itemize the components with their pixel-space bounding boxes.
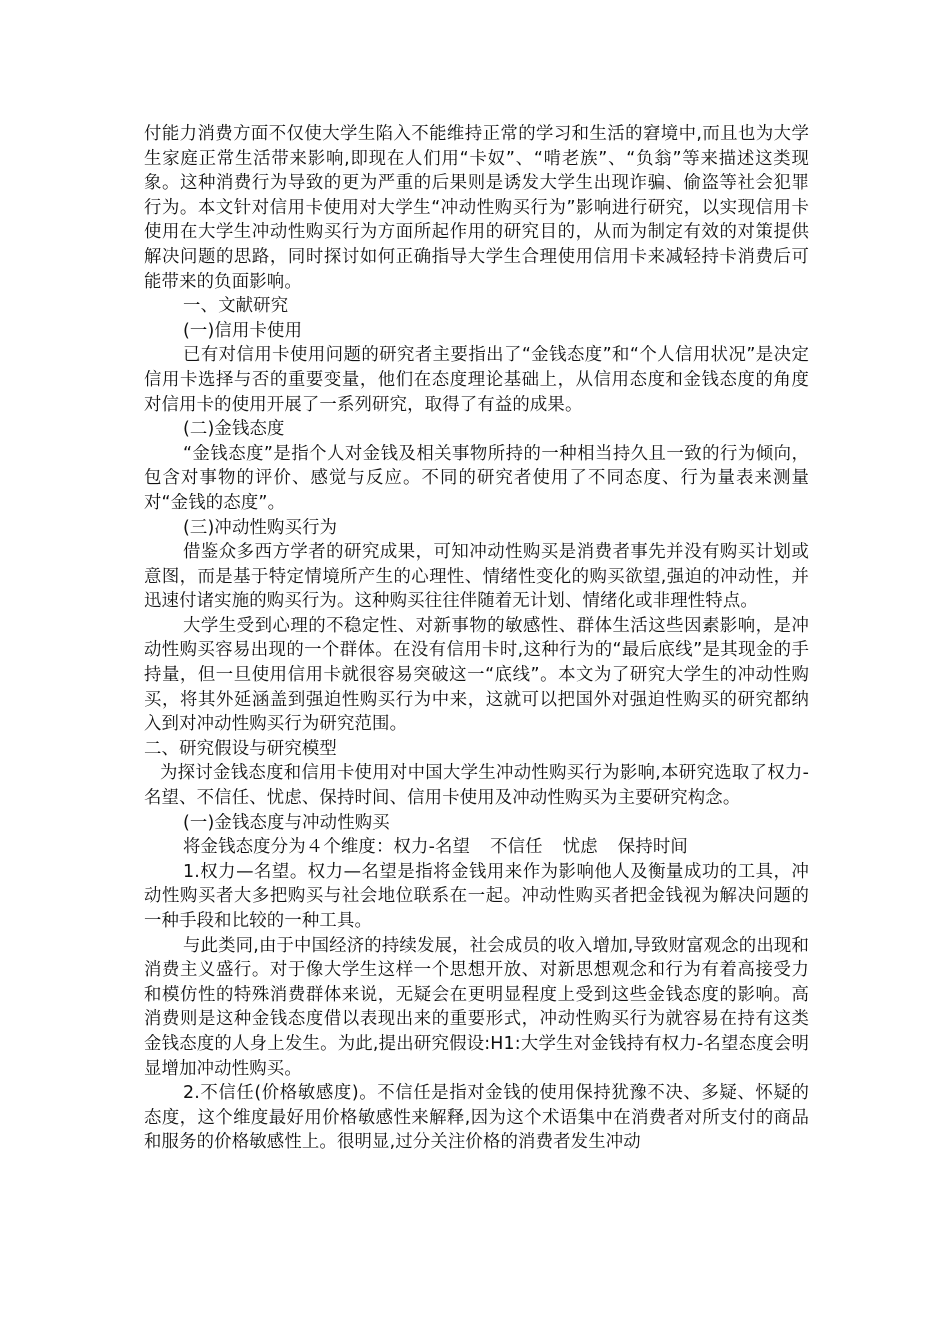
paragraph-dimensions bbox=[144, 835, 809, 860]
paragraph-power-prestige: 1.权力—名望。权力—名望是指将金钱用来作为影响他人及衡量成功的工具，冲动性购买者大多把购买与社会地位联系在一起。冲动性购买者把金钱视为解决问题的一种手段和比较的一种工具。 bbox=[144, 861, 809, 931]
section-heading-literature-review: 一、文献研究 bbox=[183, 296, 289, 317]
paragraph-research-constructs: 为探讨金钱态度和信用卡使用对中国大学生冲动性购买行为影响,本研究选取了权力-名望、不信任、忧虑、保持时间、信用卡使用及冲动性购买为主要研究构念。 bbox=[144, 763, 809, 809]
paragraph-distrust: 2.不信任(价格敏感度)。不信任是指对金钱的使用保持犹豫不决、多疑、怀疑的态度，这个维度最好用价格敏感性来解释,因为这个术语集中在消费者对所支付的商品和服务的价格敏感性上。很明显,过分关注价格的消费者发生冲动 bbox=[144, 1083, 809, 1153]
body-text bbox=[144, 122, 809, 1155]
paragraph-impulse-buying: 借鉴众多西方学者的研究成果，可知冲动性购买是消费者事先并没有购买计划或意图，而是基于特定情境所产生的心理性、情绪性变化的购买欲望,强迫的冲动性，并迅速付诸实施的购买行为。这种购买往往伴随着无计划、情绪化或非理性特点。 bbox=[144, 542, 809, 612]
dimension-anxiety: 忧虑 bbox=[562, 837, 598, 858]
subheading-money-attitude-impulse: (一)金钱态度与冲动性购买 bbox=[183, 812, 390, 833]
paragraph-credit-card-use: 已有对信用卡使用问题的研究者主要指出了“金钱态度”和“个人信用状况”是决定信用卡选择与否的重要变量，他们在态度理论基础上，从信用态度和金钱态度的角度对信用卡的使用开展了一系列研究，取得了有益的成果。 bbox=[144, 345, 809, 415]
section-heading-hypotheses: 二、研究假设与研究模型 bbox=[144, 738, 337, 759]
dimension-distrust: 不信任 bbox=[490, 837, 543, 858]
paragraph-hypothesis-h1: 与此类同,由于中国经济的持续发展，社会成员的收入增加,导致财富观念的出现和消费主义盛行。对于像大学生这样一个思想开放、对新思想观念和行为有着高接受力和模仿性的特殊消费群体来说，无疑会在更明显程度上受到这些金钱态度的影响。高消费则是这种金钱态度借以表现出来的重要形式，冲动性购买行为就容易在持有这类金钱态度的人身上发生。为此,提出研究假设:H1:大学生对金钱持有权力-名望态度会明显增加冲动性购买。 bbox=[144, 935, 809, 1079]
subheading-impulse-buying: (三)冲动性购买行为 bbox=[183, 517, 338, 538]
dimensions-intro: 将金钱态度分为４个维度：权力-名望 bbox=[183, 837, 471, 858]
paragraph-students-impulse: 大学生受到心理的不稳定性、对新事物的敏感性、群体生活这些因素影响，是冲动性购买容易出现的一个群体。在没有信用卡时,这种行为的“最后底线”是其现金的手持量，但一旦使用信用卡就很容易突破这一“底线”。本文为了研究大学生的冲动性购买，将其外延涵盖到强迫性购买行为中来，这就可以把国外对强迫性购买的研究都纳入到对冲动性购买行为研究范围。 bbox=[144, 615, 809, 735]
paragraph-intro-continued: 付能力消费方面不仅使大学生陷入不能维持正常的学习和生活的窘境中,而且也为大学生家庭正常生活带来影响,即现在人们用“卡奴”、“啃老族”、“负翁”等来描述这类现象。这种消费行为导致的更为严重的后果则是诱发大学生出现诈骗、偷盗等社会犯罪行为。本文针对信用卡使用对大学生“冲动性购买行为”影响进行研究，以实现信用卡使用在大学生冲动性购买行为方面所起作用的研究目的，从而为制定有效的对策提供解决问题的思路，同时探讨如何正确指导大学生合理使用信用卡来减轻持卡消费后可能带来的负面影响。 bbox=[144, 124, 809, 292]
dimension-retention-time: 保持时间 bbox=[617, 837, 688, 858]
subheading-credit-card-use: (一)信用卡使用 bbox=[183, 320, 303, 341]
paragraph-money-attitude: “金钱态度”是指个人对金钱及相关事物所持的一种相当持久且一致的行为倾向，包含对事物的评价、感觉与反应。不同的研究者使用了不同态度、行为量表来测量对“金钱的态度”。 bbox=[144, 443, 809, 513]
subheading-money-attitude: (二)金钱态度 bbox=[183, 419, 285, 440]
